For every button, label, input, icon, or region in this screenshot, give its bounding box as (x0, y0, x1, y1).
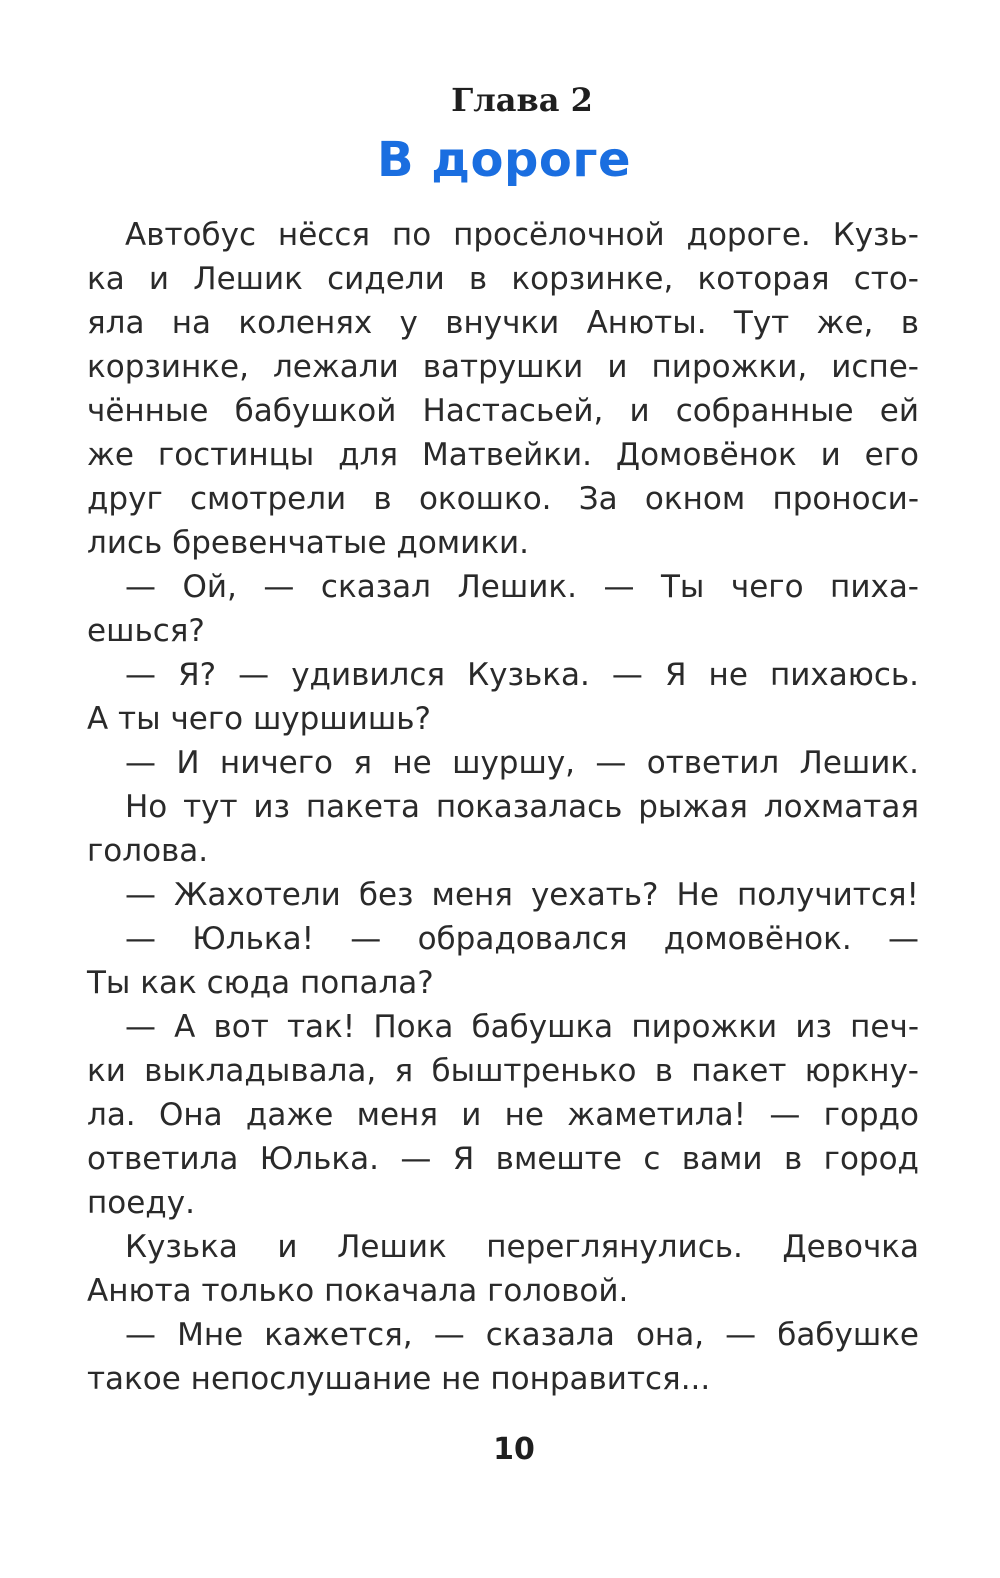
text-line: же гостинцы для Матвейки. Домовёнок и его (87, 437, 919, 473)
text-line: ешься? (87, 613, 205, 649)
chapter-label: Глава 2 (451, 81, 593, 119)
text-line: — Ой, — сказал Лешик. — Ты чего пиха- (125, 569, 919, 605)
text-line: — А вот так! Пока бабушка пирожки из печ- (125, 1009, 919, 1045)
text-line: Ты как сюда попала? (87, 965, 434, 1001)
text-line: — Юлька! — обрадовался домовёнок. — (125, 921, 919, 957)
text-line: Анюта только покачала головой. (87, 1273, 629, 1309)
text-line: — И ничего я не шуршу, — ответил Лешик. (125, 745, 919, 781)
body-text (87, 213, 919, 1401)
text-line: Автобус нёсся по просёлочной дороге. Кузь- (125, 217, 919, 253)
text-line: ответила Юлька. — Я вмеште с вами в город (87, 1141, 919, 1177)
text-line: поеду. (87, 1185, 195, 1221)
text-line: ки выкладывала, я быштренько в пакет юркну- (87, 1053, 919, 1089)
text-line: А ты чего шуршишь? (87, 701, 431, 737)
page-number: 10 (493, 1432, 535, 1467)
text-line: Кузька и Лешик переглянулись. Девочка (125, 1229, 919, 1265)
text-line: друг смотрели в окошко. За окном проноси- (87, 481, 919, 517)
text-line: — Мне кажется, — сказала она, — бабушке (125, 1317, 919, 1353)
text-line: — Жахотели без меня уехать? Не получится! (125, 877, 919, 913)
text-line: ла. Она даже меня и не жаметила! — гордо (87, 1097, 919, 1133)
text-line: яла на коленях у внучки Анюты. Тут же, в (87, 305, 919, 341)
text-line: корзинке, лежали ватрушки и пирожки, испе- (87, 349, 919, 385)
text-line: голова. (87, 833, 209, 869)
chapter-title: В дороге (376, 132, 631, 188)
text-line: — Я? — удивился Кузька. — Я не пихаюсь. (125, 657, 919, 693)
text-line: Но тут из пакета показалась рыжая лохматая (125, 789, 919, 825)
text-line: лись бревенчатые домики. (87, 525, 530, 561)
text-line: чённые бабушкой Настасьей, и собранные ей (87, 393, 919, 429)
text-line: ка и Лешик сидели в корзинке, которая сто- (87, 261, 919, 297)
text-line: такое непослушание не понравится... (87, 1361, 711, 1397)
